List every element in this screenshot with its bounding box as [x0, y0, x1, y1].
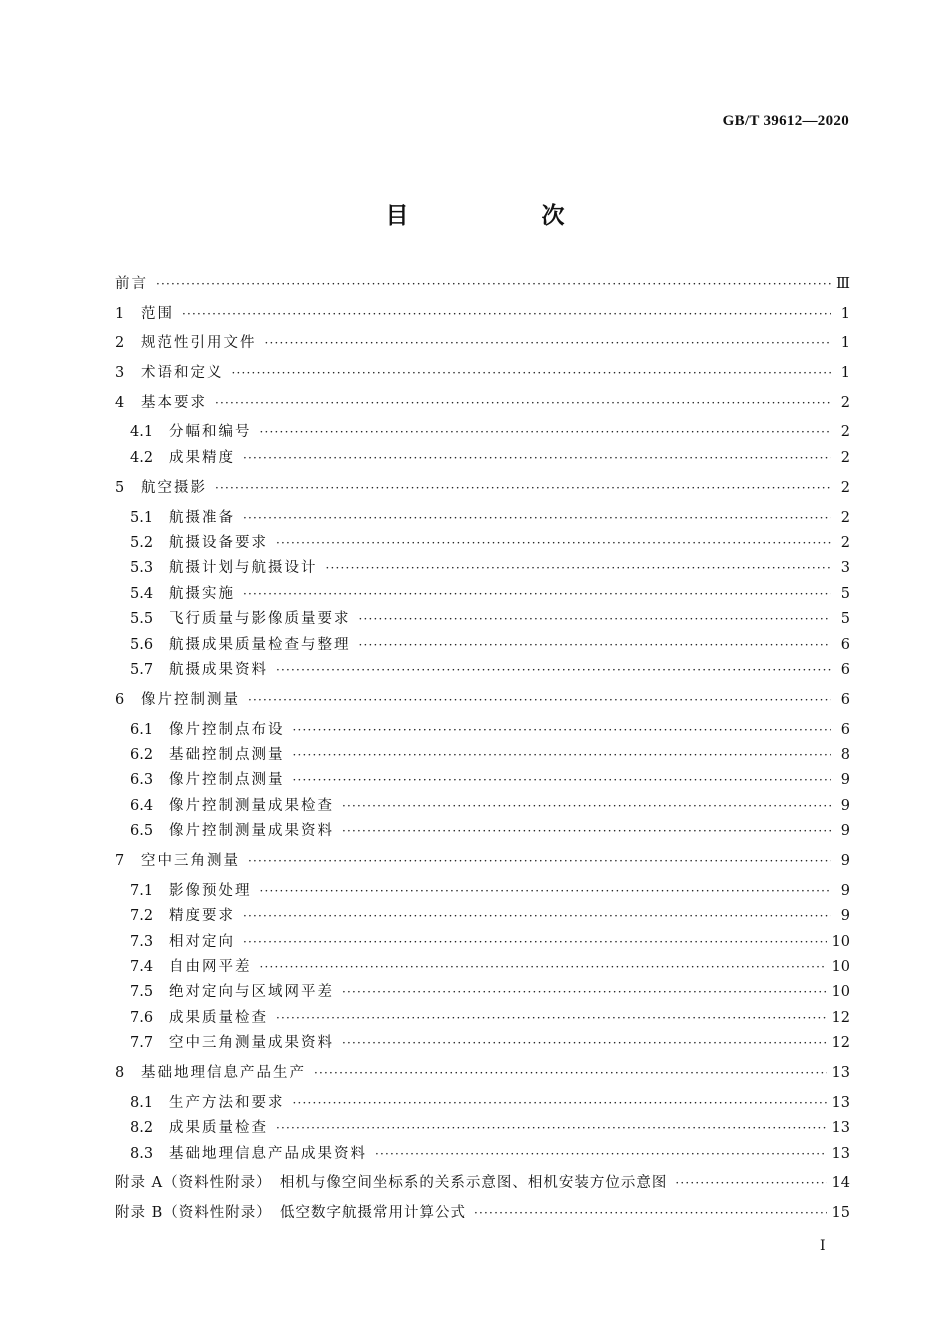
toc-entry-number: 7	[115, 853, 125, 869]
toc-entry-page: 2	[840, 480, 850, 496]
toc-entry-label: 规范性引用文件	[141, 335, 257, 351]
toc-entry-page: 13	[831, 1120, 850, 1136]
toc-entry-number: 6.3	[130, 772, 154, 788]
toc-entry-label: 精度要求	[169, 908, 235, 924]
toc-entry-page: 15	[831, 1205, 850, 1221]
dot-leader	[276, 1118, 827, 1138]
toc-entry-number: 5.1	[130, 510, 154, 526]
standard-number: GB/T 39612—2020	[722, 113, 849, 129]
toc-entry-label: 航摄设备要求	[169, 535, 268, 551]
dot-leader	[232, 363, 832, 383]
dot-leader	[342, 982, 827, 1002]
toc-entry-page: 12	[831, 1035, 850, 1051]
toc-entry-page: 3	[840, 560, 850, 576]
toc-entry-number: 8.2	[130, 1120, 154, 1136]
dot-leader	[248, 690, 831, 710]
toc-entry-page: 14	[831, 1175, 850, 1191]
toc-entry[interactable]	[115, 533, 850, 553]
toc-entry-number: 6	[115, 692, 125, 708]
toc-entry-label: 术语和定义	[141, 365, 224, 381]
dot-leader	[359, 609, 832, 629]
dot-leader	[156, 274, 831, 294]
toc-entry-page: 6	[840, 637, 850, 653]
toc-entry-label: 生产方法和要求	[169, 1095, 285, 1111]
toc-entry-label: 附录 A（资料性附录） 相机与像空间坐标系的关系示意图、相机安装方位示意图	[115, 1175, 668, 1191]
toc-entry-number: 8.1	[130, 1095, 154, 1111]
toc-entry[interactable]	[115, 558, 850, 578]
toc-entry-page: 8	[840, 747, 850, 763]
toc-entry[interactable]	[115, 660, 850, 680]
page-folio: I	[820, 1238, 826, 1254]
toc-entry[interactable]	[115, 1008, 850, 1028]
toc-entry[interactable]	[115, 881, 850, 901]
toc-entry[interactable]	[115, 363, 850, 383]
toc-entry-label: 成果质量检查	[169, 1120, 268, 1136]
toc-entry-label: 自由网平差	[169, 959, 252, 975]
dot-leader	[359, 635, 832, 655]
toc-entry-number: 6.2	[130, 747, 154, 763]
toc-entry[interactable]	[115, 821, 850, 841]
toc-entry-page: 10	[831, 984, 850, 1000]
toc-entry[interactable]	[115, 932, 850, 952]
toc-entry-page: 5	[840, 611, 850, 627]
dot-leader	[293, 770, 832, 790]
toc-entry-label: 基本要求	[141, 395, 207, 411]
toc-entry[interactable]	[115, 304, 850, 324]
dot-leader	[474, 1203, 827, 1223]
dot-leader	[276, 533, 831, 553]
dot-leader	[326, 558, 832, 578]
dot-leader	[248, 851, 831, 871]
dot-leader	[260, 957, 827, 977]
toc-entry-page: 2	[840, 395, 850, 411]
toc-entry[interactable]	[115, 690, 850, 710]
toc-entry[interactable]	[115, 609, 850, 629]
toc-entry-page: 6	[840, 662, 850, 678]
toc-entry-number: 3	[115, 365, 125, 381]
toc-entry-number: 5	[115, 480, 125, 496]
dot-leader	[375, 1144, 827, 1164]
toc-entry-page: 10	[831, 959, 850, 975]
toc-entry-number: 5.5	[130, 611, 154, 627]
toc-entry-number: 5.2	[130, 535, 154, 551]
dot-leader	[342, 821, 831, 841]
toc-entry[interactable]	[115, 770, 850, 790]
toc-entry-page: 9	[840, 772, 850, 788]
toc-entry-number: 4.1	[130, 424, 154, 440]
toc-entry-page: 1	[840, 306, 850, 322]
dot-leader	[215, 478, 831, 498]
dot-leader	[243, 906, 831, 926]
dot-leader	[276, 660, 831, 680]
toc-entry-number: 5.3	[130, 560, 154, 576]
toc-entry[interactable]	[115, 1093, 850, 1113]
toc-entry-number: 6.5	[130, 823, 154, 839]
toc-entry-label: 空中三角测量	[141, 853, 240, 869]
toc-entry-page: 1	[840, 365, 850, 381]
toc-entry-label: 分幅和编号	[169, 424, 252, 440]
toc-entry-page: 5	[840, 586, 850, 602]
toc-entry-number: 7.7	[130, 1035, 154, 1051]
toc-entry[interactable]	[115, 957, 850, 977]
toc-entry-label: 成果质量检查	[169, 1010, 268, 1026]
toc-entry[interactable]	[115, 1173, 850, 1193]
toc-entry-number: 2	[115, 335, 125, 351]
toc-entry-number: 7.5	[130, 984, 154, 1000]
dot-leader	[243, 932, 827, 952]
dot-leader	[182, 304, 831, 324]
toc-entry-page: 10	[831, 934, 850, 950]
toc-entry-label: 前言	[115, 276, 148, 292]
toc-entry-page: 9	[840, 798, 850, 814]
toc-entry-page: 9	[840, 908, 850, 924]
page-title: 目 次	[385, 203, 620, 229]
toc-entry-page: 13	[831, 1146, 850, 1162]
toc-entry-label: 像片控制点布设	[169, 722, 285, 738]
dot-leader	[215, 393, 831, 413]
toc-entry-label: 范围	[141, 306, 174, 322]
dot-leader	[260, 881, 832, 901]
toc-entry[interactable]	[115, 274, 850, 294]
toc-entry[interactable]	[115, 851, 850, 871]
toc-entry-label: 航摄成果质量检查与整理	[169, 637, 351, 653]
toc-entry-page: Ⅲ	[836, 276, 850, 292]
dot-leader	[243, 584, 831, 604]
dot-leader	[293, 720, 832, 740]
toc-entry-number: 5.6	[130, 637, 154, 653]
toc-entry-number: 4.2	[130, 450, 154, 466]
toc-entry-label: 基础地理信息产品成果资料	[169, 1146, 367, 1162]
toc-entry-label: 成果精度	[169, 450, 235, 466]
toc-entry[interactable]	[115, 478, 850, 498]
toc-entry-page: 2	[840, 424, 850, 440]
toc-entry-number: 8.3	[130, 1146, 154, 1162]
toc-entry-number: 7.3	[130, 934, 154, 950]
toc-entry-label: 相对定向	[169, 934, 235, 950]
toc-entry-number: 7.6	[130, 1010, 154, 1026]
toc-entry-label: 航摄计划与航摄设计	[169, 560, 318, 576]
toc-entry[interactable]	[115, 422, 850, 442]
toc-entry[interactable]	[115, 720, 850, 740]
toc-entry-label: 航摄成果资料	[169, 662, 268, 678]
toc-entry[interactable]	[115, 584, 850, 604]
toc-entry-number: 5.4	[130, 586, 154, 602]
toc-entry[interactable]	[115, 1063, 850, 1083]
toc-entry-page: 2	[840, 535, 850, 551]
toc-entry-number: 6.1	[130, 722, 154, 738]
dot-leader	[293, 745, 832, 765]
toc-entry-label: 飞行质量与影像质量要求	[169, 611, 351, 627]
toc-entry-page: 12	[831, 1010, 850, 1026]
dot-leader	[243, 448, 831, 468]
toc-entry-page: 9	[840, 853, 850, 869]
toc-entry-page: 6	[840, 722, 850, 738]
toc-entry-number: 5.7	[130, 662, 154, 678]
toc-entry-label: 附录 B（资料性附录） 低空数字航摄常用计算公式	[115, 1205, 467, 1221]
toc-entry-page: 1	[840, 335, 850, 351]
toc-entry[interactable]	[115, 635, 850, 655]
toc-entry[interactable]	[115, 745, 850, 765]
toc-entry[interactable]	[115, 796, 850, 816]
toc-entry[interactable]	[115, 982, 850, 1002]
toc-entry-label: 航摄实施	[169, 586, 235, 602]
toc-entry-label: 像片控制测量	[141, 692, 240, 708]
toc-entry-number: 7.1	[130, 883, 154, 899]
toc-entry[interactable]	[115, 1033, 850, 1053]
dot-leader	[314, 1063, 827, 1083]
toc-entry-number: 8	[115, 1065, 125, 1081]
dot-leader	[342, 1033, 827, 1053]
toc-entry-page: 9	[840, 823, 850, 839]
toc-entry-label: 像片控制点测量	[169, 772, 285, 788]
toc-entry[interactable]	[115, 448, 850, 468]
toc-entry-number: 7.2	[130, 908, 154, 924]
toc-entry-label: 像片控制测量成果检查	[169, 798, 334, 814]
toc-entry-number: 4	[115, 395, 125, 411]
toc-entry-label: 空中三角测量成果资料	[169, 1035, 334, 1051]
toc-entry-page: 13	[831, 1065, 850, 1081]
toc-entry-page: 2	[840, 510, 850, 526]
toc-entry[interactable]	[115, 906, 850, 926]
toc-entry-label: 基础控制点测量	[169, 747, 285, 763]
toc-entry-label: 绝对定向与区域网平差	[169, 984, 334, 1000]
toc-entry-label: 航摄准备	[169, 510, 235, 526]
dot-leader	[276, 1008, 827, 1028]
toc-entry[interactable]	[115, 1203, 850, 1223]
dot-leader	[260, 422, 832, 442]
toc-entry-label: 影像预处理	[169, 883, 252, 899]
toc-entry-label: 基础地理信息产品生产	[141, 1065, 306, 1081]
dot-leader	[243, 508, 831, 528]
toc-entry-number: 6.4	[130, 798, 154, 814]
toc-entry-page: 13	[831, 1095, 850, 1111]
toc-entry-label: 航空摄影	[141, 480, 207, 496]
toc-entry-number: 7.4	[130, 959, 154, 975]
dot-leader	[675, 1173, 826, 1193]
toc-entry[interactable]	[115, 333, 850, 353]
toc-entry[interactable]	[115, 393, 850, 413]
toc-entry-page: 9	[840, 883, 850, 899]
dot-leader	[342, 796, 831, 816]
toc-entry-label: 像片控制测量成果资料	[169, 823, 334, 839]
toc-entry[interactable]	[115, 508, 850, 528]
dot-leader	[265, 333, 832, 353]
toc-entry-number: 1	[115, 306, 125, 322]
toc-entry[interactable]	[115, 1144, 850, 1164]
toc-entry-page: 6	[840, 692, 850, 708]
dot-leader	[293, 1093, 827, 1113]
toc-entry[interactable]	[115, 1118, 850, 1138]
toc-entry-page: 2	[840, 450, 850, 466]
